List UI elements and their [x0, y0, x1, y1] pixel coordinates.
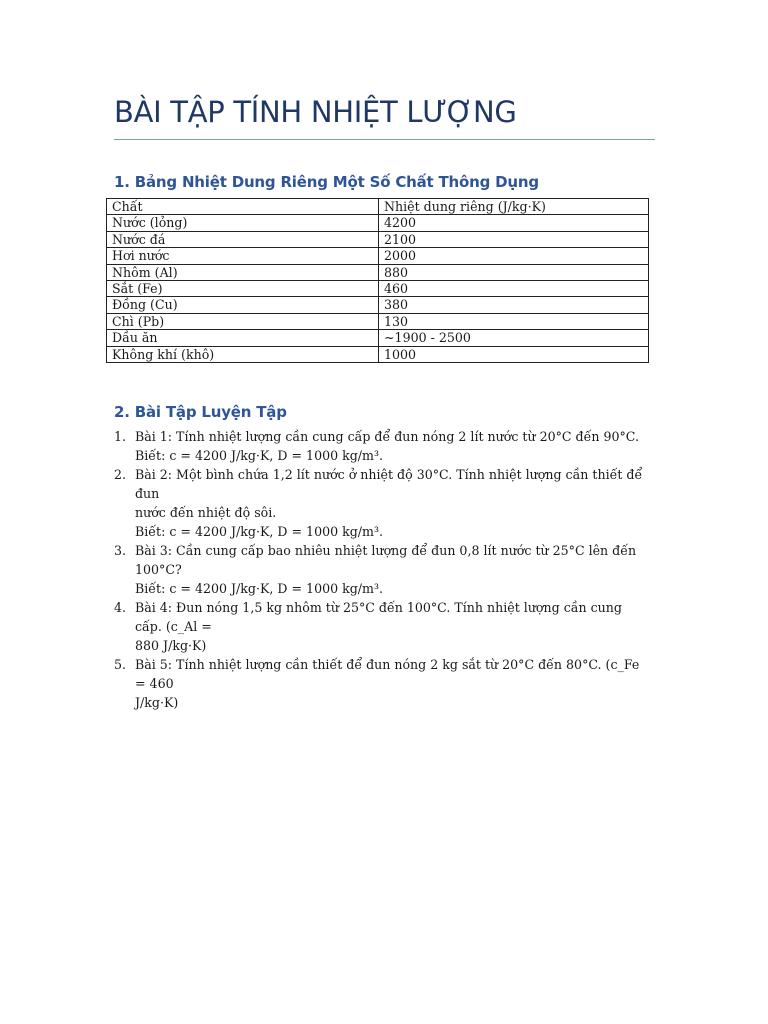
specific-heat-cell: 1000: [379, 346, 649, 362]
table-row: [107, 313, 649, 329]
column-header-specific-heat: Nhiệt dung riêng (J/kg·K): [379, 199, 649, 215]
exercise-text-line: Bài 4: Đun nóng 1,5 kg nhôm từ 25°C đến 100°C. Tính nhiệt lượng cần cung cấp. (c_Al =: [135, 600, 622, 634]
exercise-text-line: Bài 5: Tính nhiệt lượng cần thiết để đun nóng 2 kg sắt từ 20°C đến 80°C. (c_Fe = 460: [135, 657, 640, 691]
substance-cell: Nước (lỏng): [107, 215, 379, 231]
table-row: [107, 215, 649, 231]
substance-cell: Đồng (Cu): [107, 297, 379, 313]
substance-cell: Sắt (Fe): [107, 281, 379, 297]
specific-heat-cell: 2100: [379, 231, 649, 247]
table-row: [107, 264, 649, 280]
exercise-text-line: Biết: c = 4200 J/kg·K, D = 1000 kg/m³.: [135, 581, 384, 596]
exercise-text-line: Bài 2: Một bình chứa 1,2 lít nước ở nhiệt độ 30°C. Tính nhiệt lượng cần thiết để đun: [135, 467, 643, 501]
specific-heat-cell: ~1900 - 2500: [379, 330, 649, 346]
exercise-list: [114, 427, 644, 712]
exercise-text-line: Bài 3: Cần cung cấp bao nhiêu nhiệt lượng để đun 0,8 lít nước từ 25°C lên đến 100°C?: [135, 543, 637, 577]
specific-heat-cell: 2000: [379, 248, 649, 264]
specific-heat-cell: 4200: [379, 215, 649, 231]
exercise-item: [114, 427, 644, 465]
substance-cell: Hơi nước: [107, 248, 379, 264]
specific-heat-cell: 880: [379, 264, 649, 280]
specific-heat-cell: 130: [379, 313, 649, 329]
substance-cell: Nhôm (Al): [107, 264, 379, 280]
specific-heat-cell: 460: [379, 281, 649, 297]
exercise-number: 2.: [114, 467, 127, 482]
exercise-number: 5.: [114, 657, 127, 672]
section-heading-specific-heat: 1. Bảng Nhiệt Dung Riêng Một Số Chất Thông Dụng: [114, 173, 539, 191]
table-row: [107, 346, 649, 362]
title-underline: [114, 139, 655, 140]
exercise-text-line: nước đến nhiệt độ sôi.: [135, 505, 277, 520]
exercise-text-line: 880 J/kg·K): [135, 638, 207, 653]
exercise-item: [114, 655, 644, 712]
exercise-number: 1.: [114, 429, 127, 444]
exercise-number: 4.: [114, 600, 127, 615]
exercise-item: [114, 465, 644, 541]
table-row: [107, 281, 649, 297]
table-row: [107, 330, 649, 346]
specific-heat-table: [106, 198, 649, 363]
document-title: BÀI TẬP TÍNH NHIỆT LƯỢNG: [114, 95, 517, 129]
section-heading-exercises: 2. Bài Tập Luyện Tập: [114, 403, 287, 421]
substance-cell: Dầu ăn: [107, 330, 379, 346]
table-row: [107, 297, 649, 313]
exercise-text-line: Bài 1: Tính nhiệt lượng cần cung cấp để đun nóng 2 lít nước từ 20°C đến 90°C.: [135, 429, 639, 444]
exercise-number: 3.: [114, 543, 127, 558]
exercise-text-line: Biết: c = 4200 J/kg·K, D = 1000 kg/m³.: [135, 524, 384, 539]
table-row: [107, 231, 649, 247]
substance-cell: Nước đá: [107, 231, 379, 247]
exercise-text-line: J/kg·K): [135, 695, 179, 710]
specific-heat-cell: 380: [379, 297, 649, 313]
table-row: [107, 248, 649, 264]
exercise-item: [114, 598, 644, 655]
column-header-substance: Chất: [107, 199, 379, 215]
substance-cell: Chì (Pb): [107, 313, 379, 329]
substance-cell: Không khí (khô): [107, 346, 379, 362]
exercise-text-line: Biết: c = 4200 J/kg·K, D = 1000 kg/m³.: [135, 448, 384, 463]
exercise-item: [114, 541, 644, 598]
table-header-row: [107, 199, 649, 215]
